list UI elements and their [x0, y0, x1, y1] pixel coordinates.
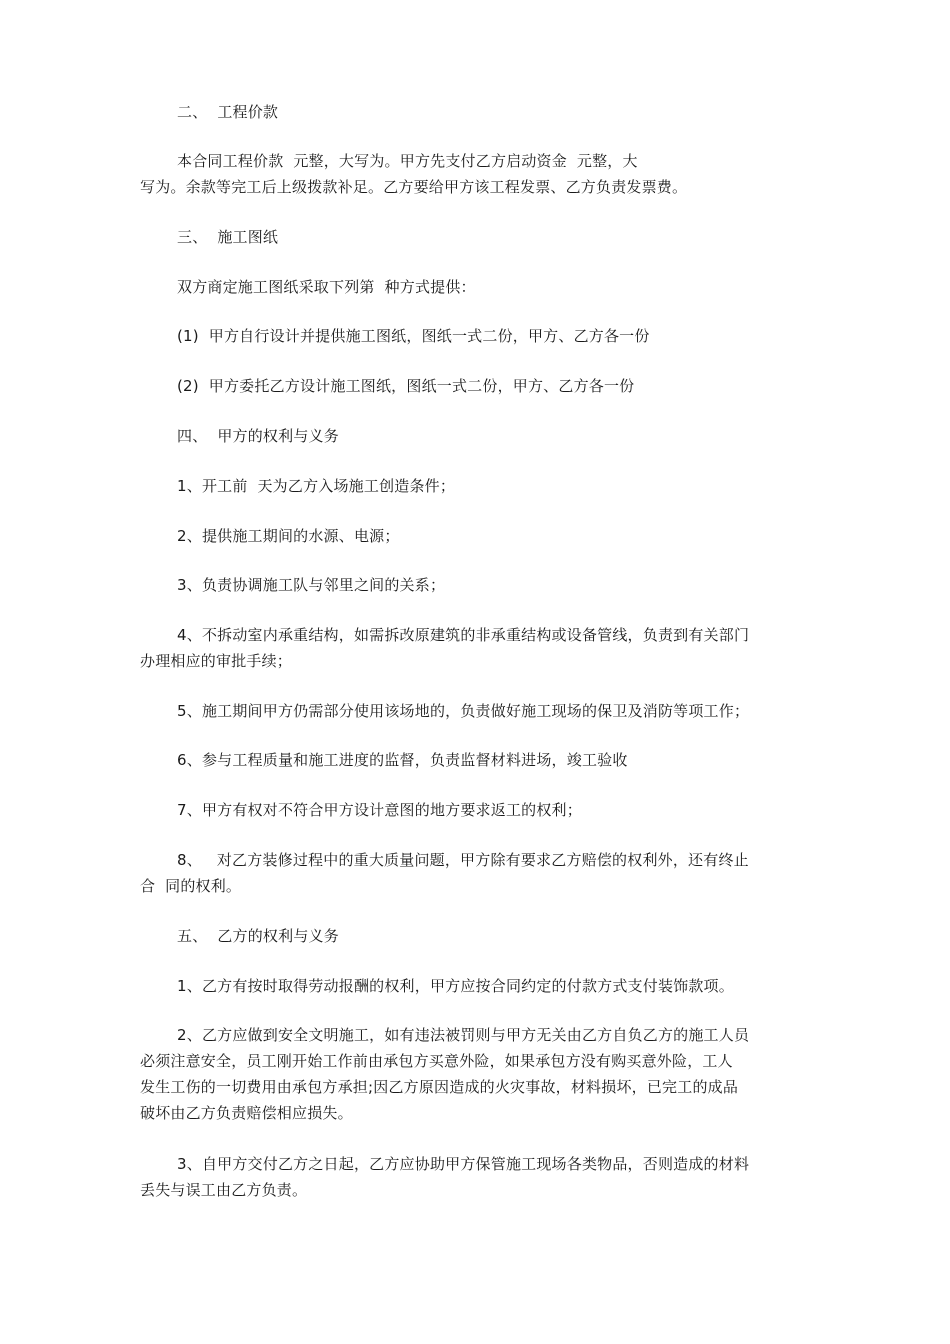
party-a-item-7: 7、甲方有权对不符合甲方设计意图的地方要求返工的权利；	[177, 801, 582, 819]
paragraph-price-line-1: 本合同工程价款 元整，大写为。甲方先支付乙方启动资金 元整，大	[177, 152, 638, 170]
party-b-item-2-line-2: 必须注意安全，员工刚开始工作前由承包方买意外险，如果承包方没有购买意外险，工人	[140, 1052, 733, 1070]
party-b-item-1: 1、乙方有按时取得劳动报酬的权利，甲方应按合同约定的付款方式支付装饰款项。	[177, 977, 734, 995]
party-a-item-6: 6、参与工程质量和施工进度的监督，负责监督材料进场，竣工验收	[177, 751, 628, 769]
party-b-item-2-line-1: 2、乙方应做到安全文明施工，如有违法被罚则与甲方无关由乙方自负乙方的施工人员	[177, 1026, 750, 1044]
drawings-option-2: (2) 甲方委托乙方设计施工图纸，图纸一式二份，甲方、乙方各一份	[177, 377, 635, 395]
party-b-item-2-line-3: 发生工伤的一切费用由承包方承担;因乙方原因造成的火灾事故，材料损坏，已完工的成品	[140, 1078, 739, 1096]
party-a-item-4-line-2: 办理相应的审批手续；	[140, 652, 293, 670]
party-a-item-8-line-2: 合 同的权利。	[140, 877, 242, 895]
party-b-item-3-line-1: 3、自甲方交付乙方之日起，乙方应协助甲方保管施工现场各类物品，否则造成的材料	[177, 1155, 750, 1173]
party-a-item-2: 2、提供施工期间的水源、电源；	[177, 527, 400, 545]
party-a-item-3: 3、负责协调施工队与邻里之间的关系；	[177, 576, 446, 594]
section-heading-price: 二、 工程价款	[177, 103, 279, 121]
party-a-item-1: 1、开工前 天为乙方入场施工创造条件；	[177, 477, 456, 495]
party-b-item-2-line-4: 破坏由乙方负责赔偿相应损失。	[140, 1104, 353, 1122]
paragraph-price-line-2: 写为。余款等完工后上级拨款补足。乙方要给甲方该工程发票、乙方负责发票费。	[140, 178, 688, 196]
drawings-option-1: (1) 甲方自行设计并提供施工图纸，图纸一式二份，甲方、乙方各一份	[177, 327, 650, 345]
section-heading-party-a: 四、 甲方的权利与义务	[177, 427, 339, 445]
party-b-item-3-line-2: 丢失与误工由乙方负责。	[140, 1181, 308, 1199]
party-a-item-5: 5、施工期间甲方仍需部分使用该场地的，负责做好施工现场的保卫及消防等项工作；	[177, 702, 750, 720]
section-heading-drawings: 三、 施工图纸	[177, 228, 279, 246]
party-a-item-4-line-1: 4、不拆动室内承重结构，如需拆改原建筑的非承重结构或设备管线，负责到有关部门	[177, 626, 750, 644]
paragraph-drawings-intro: 双方商定施工图纸采取下列第 种方式提供：	[177, 278, 476, 296]
section-heading-party-b: 五、 乙方的权利与义务	[177, 927, 339, 945]
party-a-item-8-line-1: 8、 对乙方装修过程中的重大质量问题，甲方除有要求乙方赔偿的权利外，还有终止	[177, 851, 749, 869]
